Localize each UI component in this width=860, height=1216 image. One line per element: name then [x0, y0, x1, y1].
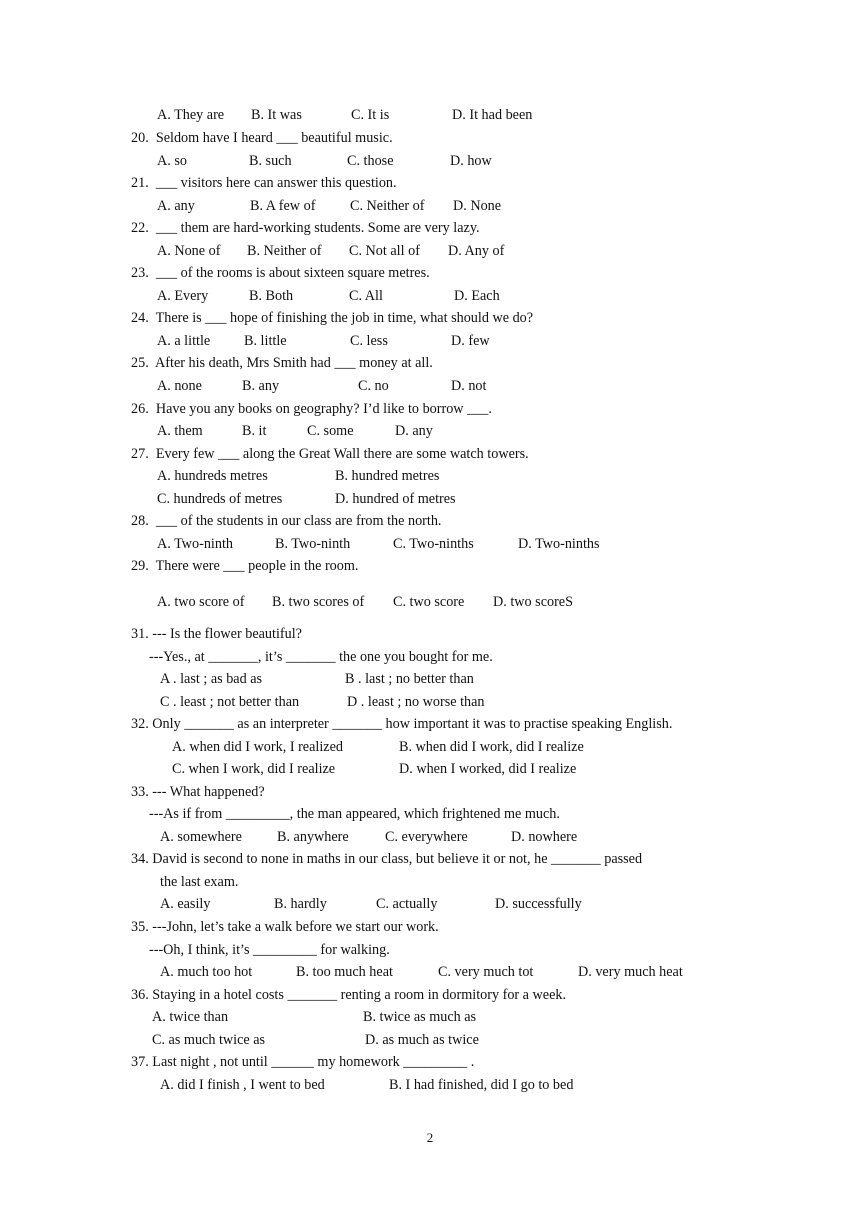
text-segment: B. such — [249, 153, 292, 169]
text-segment: D. nowhere — [511, 829, 578, 845]
text-line: 31. --- Is the flower beautiful? — [131, 626, 302, 642]
text-segment: A. any — [157, 198, 195, 214]
text-segment: A. two score of — [157, 594, 245, 610]
text-segment: C. when I work, did I realize — [172, 761, 336, 777]
text-segment: C . least ; not better than — [160, 694, 300, 710]
text-segment: B. A few of — [250, 198, 316, 214]
text-segment: C. some — [307, 423, 354, 439]
text-segment: C. very much tot — [438, 964, 534, 980]
text-line: 21. ___ visitors here can answer this question. — [131, 175, 397, 191]
text-line: 37. Last night , not until ______ my homework _________ . — [131, 1054, 475, 1070]
text-segment: C. Two-ninths — [393, 536, 474, 552]
text-segment: A. a little — [157, 333, 211, 349]
text-line: 26. Have you any books on geography? I’d like to borrow ___. — [131, 401, 492, 417]
text-segment: D. successfully — [495, 896, 582, 912]
text-segment: D. It had been — [452, 107, 533, 123]
text-segment: C. less — [350, 333, 388, 349]
text-line: 36. Staying in a hotel costs _______ renting a room in dormitory for a week. — [131, 987, 567, 1003]
text-line: ---Oh, I think, it’s _________ for walking. — [149, 942, 390, 958]
text-segment: A. somewhere — [160, 829, 242, 845]
text-segment: D. any — [395, 423, 433, 439]
text-segment: C. hundreds of metres — [157, 491, 283, 507]
text-segment: C. as much twice as — [152, 1032, 266, 1048]
text-segment: C. those — [347, 153, 394, 169]
text-segment: D. Two-ninths — [518, 536, 600, 552]
text-line: 22. ___ them are hard-working students. Some are very lazy. — [131, 220, 480, 236]
text-segment: A. easily — [160, 896, 211, 912]
text-line: 27. Every few ___ along the Great Wall there are some watch towers. — [131, 446, 529, 462]
text-segment: C. Neither of — [350, 198, 425, 214]
text-segment: B . last ; no better than — [345, 671, 474, 687]
text-segment: C. two score — [393, 594, 465, 610]
text-segment: A. twice than — [152, 1009, 229, 1025]
text-segment: C. Not all of — [349, 243, 420, 259]
text-segment: A. None of — [157, 243, 221, 259]
text-line: 25. After his death, Mrs Smith had ___ money at all. — [131, 355, 433, 371]
text-segment: B. Two-ninth — [275, 536, 351, 552]
text-segment: C. no — [358, 378, 389, 394]
text-segment: D. Each — [454, 288, 500, 304]
text-segment: C. everywhere — [385, 829, 468, 845]
text-segment: B. little — [244, 333, 287, 349]
text-segment: A. hundreds metres — [157, 468, 268, 484]
text-segment: D. when I worked, did I realize — [399, 761, 577, 777]
text-segment: A. did I finish , I went to bed — [160, 1077, 325, 1093]
text-line: 23. ___ of the rooms is about sixteen square metres. — [131, 265, 430, 281]
text-segment: D. hundred of metres — [335, 491, 456, 507]
text-segment: C. All — [349, 288, 383, 304]
text-segment: A. They are — [157, 107, 225, 123]
text-line: 20. Seldom have I heard ___ beautiful music. — [131, 130, 393, 146]
text-segment: D. very much heat — [578, 964, 683, 980]
text-line: the last exam. — [160, 874, 239, 890]
text-line: ---As if from _________, the man appeared, which frightened me much. — [149, 806, 560, 822]
page-number: 2 — [426, 1130, 434, 1145]
text-segment: B. Both — [249, 288, 294, 304]
text-line: 35. ---John, let’s take a walk before we start our work. — [131, 919, 439, 935]
text-segment: A. much too hot — [160, 964, 253, 980]
text-segment: B. too much heat — [296, 964, 393, 980]
text-segment: A. so — [157, 153, 187, 169]
text-line: 29. There were ___ people in the room. — [131, 558, 359, 574]
text-segment: D. two scoreS — [493, 594, 573, 610]
text-segment: A . last ; as bad as — [160, 671, 263, 687]
text-segment: A. them — [157, 423, 203, 439]
text-segment: B. twice as much as — [363, 1009, 477, 1025]
text-segment: B. anywhere — [277, 829, 349, 845]
text-segment: B. It was — [251, 107, 302, 123]
text-segment: D. not — [451, 378, 487, 394]
text-segment: B. it — [242, 423, 267, 439]
text-segment: B. I had finished, did I go to bed — [389, 1077, 574, 1093]
text-line: 34. David is second to none in maths in our class, but believe it or not, he _______ passed — [131, 851, 643, 867]
text-segment: A. none — [157, 378, 202, 394]
text-segment: D. None — [453, 198, 502, 214]
text-line: 32. Only _______ as an interpreter _______ how important it was to practise speaking English. — [131, 716, 673, 732]
text-segment: B. any — [242, 378, 280, 394]
text-segment: B. Neither of — [247, 243, 322, 259]
text-segment: B. hardly — [274, 896, 327, 912]
text-segment: D. as much as twice — [365, 1032, 479, 1048]
text-segment: D. few — [451, 333, 490, 349]
text-segment: A. when did I work, I realized — [172, 739, 343, 755]
text-segment: C. It is — [351, 107, 390, 123]
text-line: ---Yes., at _______, it’s _______ the one you bought for me. — [149, 649, 493, 665]
text-segment: D . least ; no worse than — [347, 694, 485, 710]
text-line: 33. --- What happened? — [131, 784, 265, 800]
text-line: 28. ___ of the students in our class are from the north. — [131, 513, 442, 529]
text-segment: C. actually — [376, 896, 438, 912]
text-segment: D. how — [450, 153, 492, 169]
text-segment: B. hundred metres — [335, 468, 440, 484]
text-segment: A. Two-ninth — [157, 536, 233, 552]
text-segment: A. Every — [157, 288, 209, 304]
text-segment: B. two scores of — [272, 594, 365, 610]
text-segment: B. when did I work, did I realize — [399, 739, 584, 755]
text-line: 24. There is ___ hope of finishing the job in time, what should we do? — [131, 310, 534, 326]
text-segment: D. Any of — [448, 243, 505, 259]
